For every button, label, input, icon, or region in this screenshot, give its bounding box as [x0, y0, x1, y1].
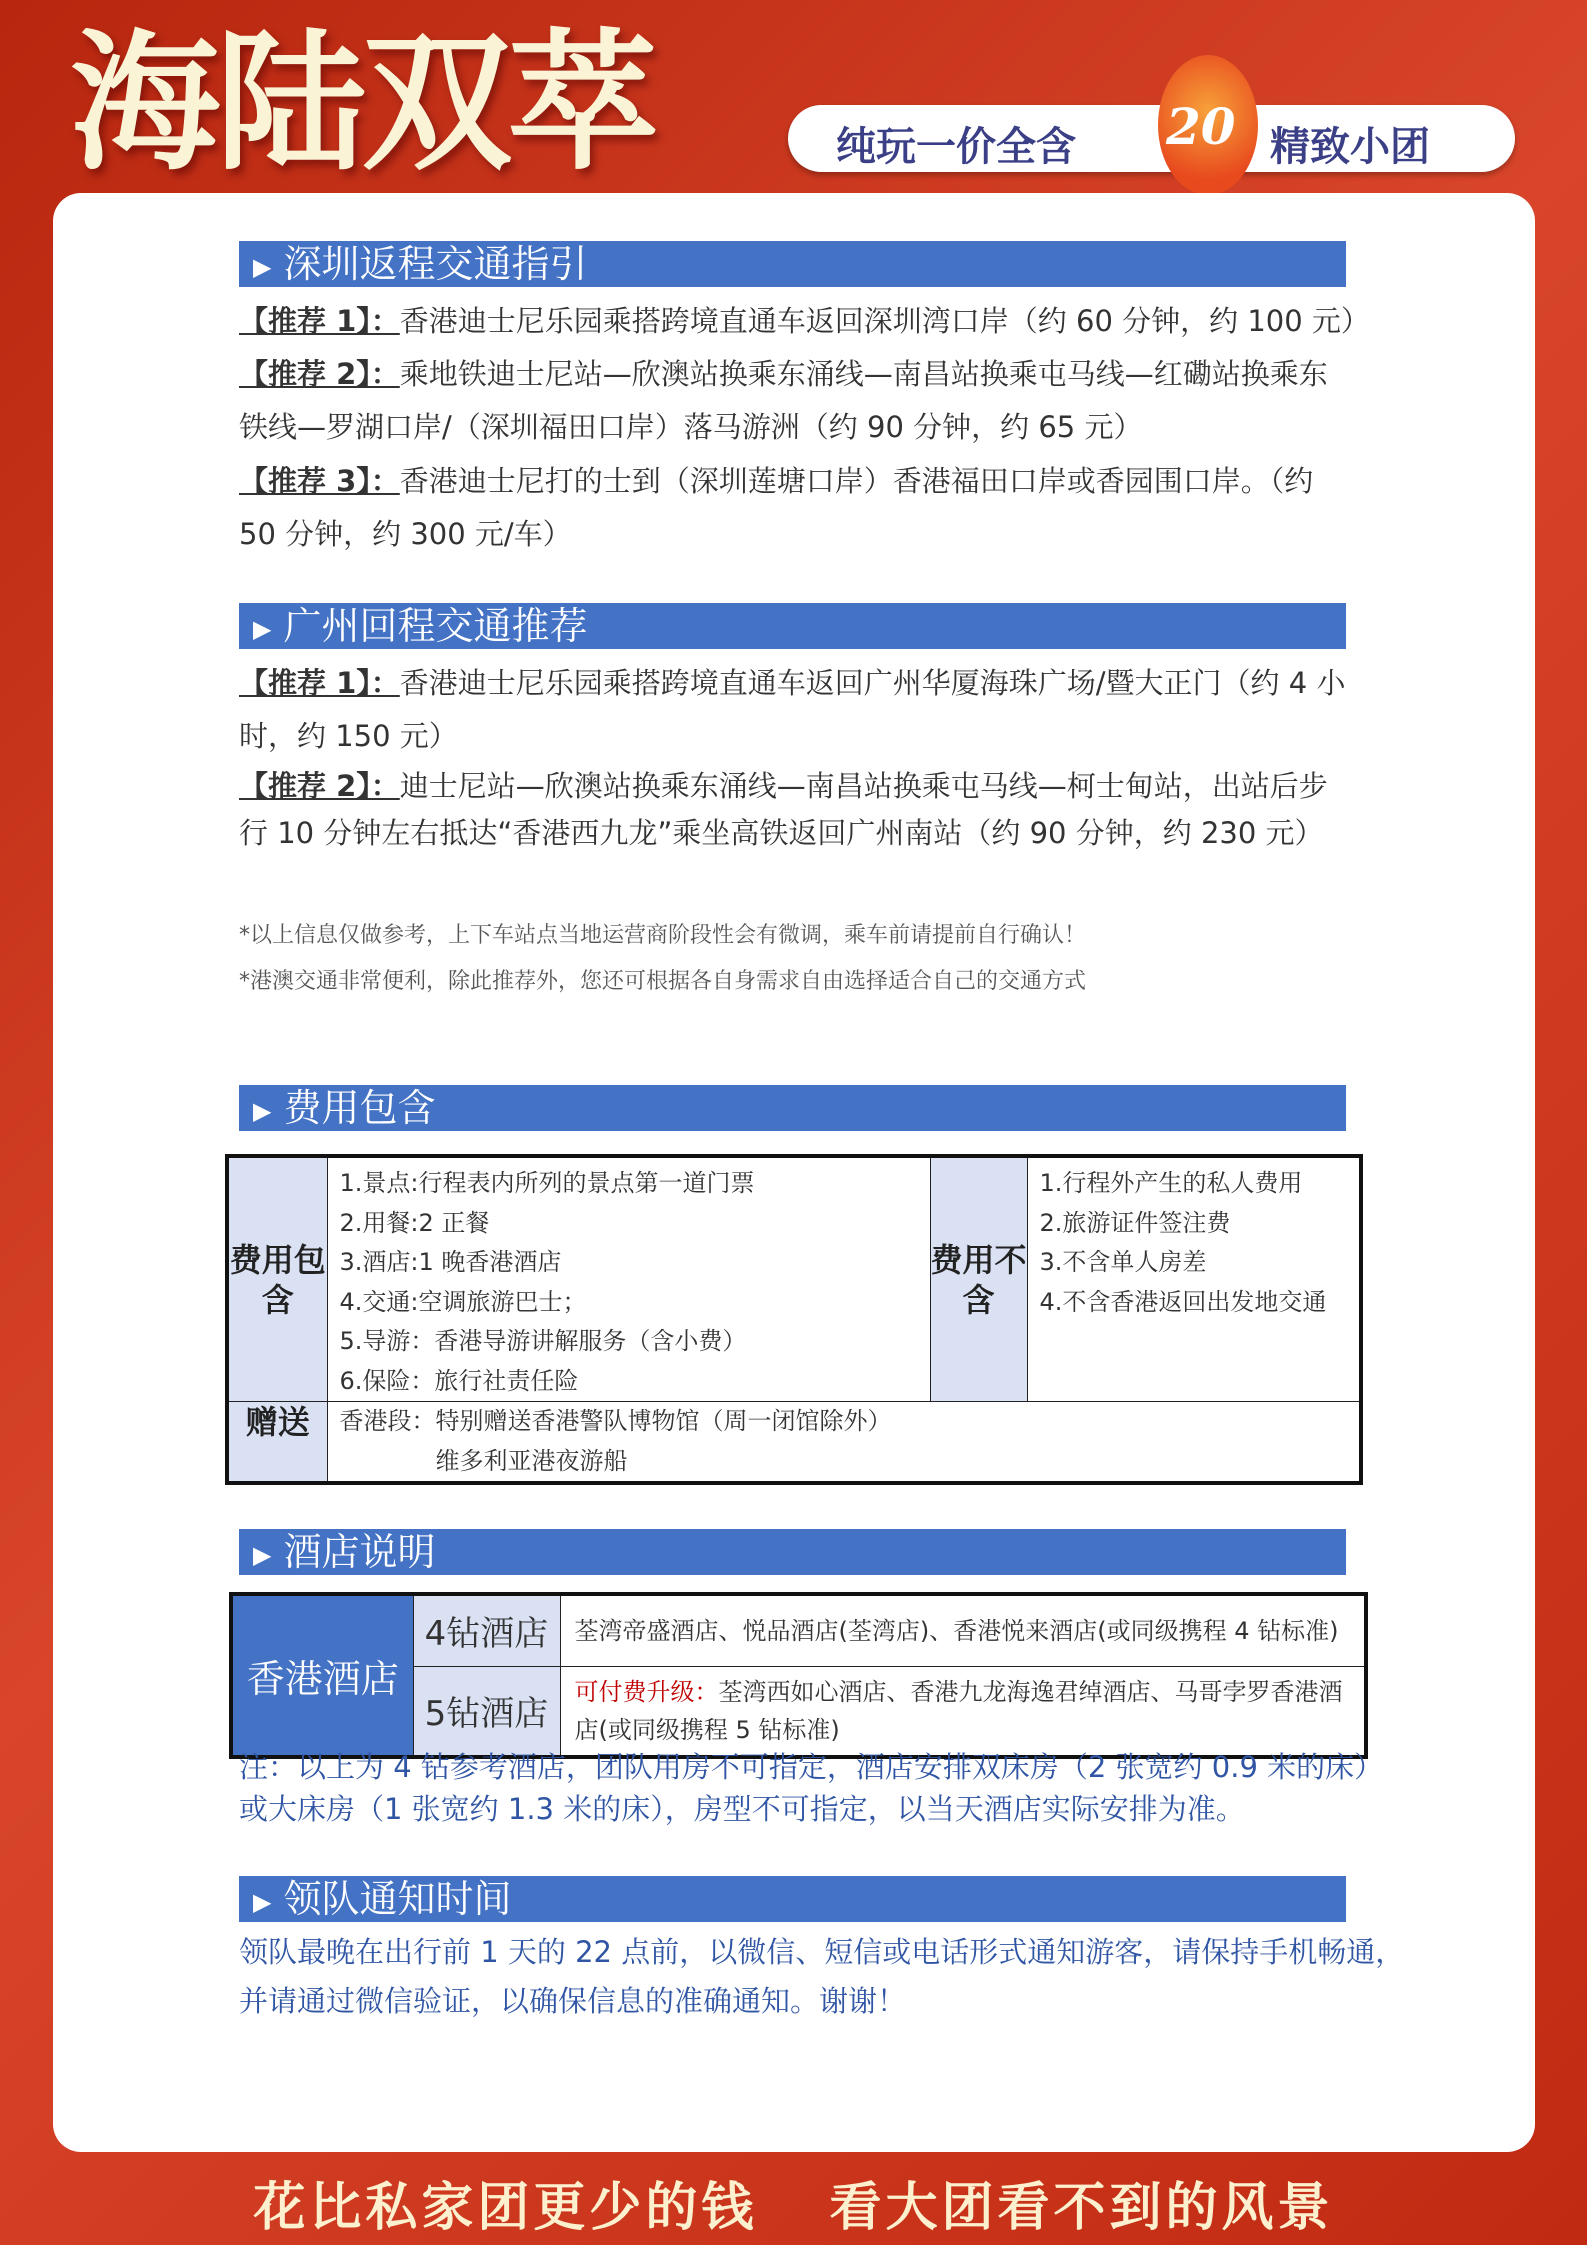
section-header-hotel: [239, 1529, 1346, 1575]
list-item: [239, 463, 1313, 499]
tag: 【推荐 3】：: [239, 464, 400, 498]
hotel-level: 4钻酒店: [413, 1594, 560, 1666]
section-header-leader: [239, 1876, 1346, 1922]
included-list: [327, 1156, 930, 1402]
hotel-table: [229, 1592, 1368, 1759]
upgrade-label: 可付费升级：: [574, 1677, 719, 1706]
hotel-list: [560, 1594, 1366, 1666]
included-item: 1.景点:行程表内所列的景点第一道门票: [339, 1169, 755, 1197]
tagline-pill: [788, 97, 1515, 172]
section-title: 深圳返程交通指引: [283, 242, 588, 286]
hotel-names: 荃湾西如心酒店、香港九龙海逸君绰酒店、马哥孛罗香港酒店(或同级携程 5 钻标准): [574, 1677, 1343, 1744]
excluded-item: 1.行程外产生的私人费用: [1039, 1169, 1303, 1197]
label: 费用不含: [930, 1240, 1027, 1319]
text: 香港迪士尼打的士到（深圳莲塘口岸）香港福田口岸或香园围口岸。（约: [399, 464, 1314, 498]
text: 乘地铁迪士尼站—欣澳站换乘东涌线—南昌站换乘屯马线—红磡站换乘东: [399, 357, 1328, 391]
included-item: 6.保险：旅行社责任险: [339, 1366, 579, 1395]
included-item: 2.用餐:2 正餐: [339, 1208, 490, 1237]
included-item: 3.酒店:1 晚香港酒店: [339, 1248, 562, 1276]
excluded-list: [1027, 1156, 1361, 1402]
badge-number: 20: [1166, 97, 1236, 156]
hotel-list: [560, 1666, 1366, 1757]
fees-table: [225, 1154, 1363, 1485]
tag: 【推荐 2】：: [239, 357, 400, 391]
triangle-icon: ▶: [253, 1096, 272, 1125]
slogan-left: 花比私家团更少的钱: [253, 2177, 758, 2238]
text: 行 10 分钟左右抵达“香港西九龙”乘坐高铁返回广州南站（约 90 分钟，约 230 元）: [239, 816, 1324, 850]
list-item: [239, 303, 1370, 339]
note: *港澳交通非常便利，除此推荐外，您还可根据各自身需求自由选择适合自己的交通方式: [239, 969, 1087, 994]
list-item: [239, 815, 1324, 851]
section-header-shenzhen: [239, 241, 1346, 287]
section-title: 广州回程交通推荐: [283, 604, 588, 648]
gift-list: [327, 1402, 1361, 1484]
section-title: 费用包含: [283, 1086, 436, 1130]
page-title: 海陆双萃: [70, 15, 655, 191]
note: *以上信息仅做参考，上下车站点当地运营商阶段性会有微调，乘车前请提前自行确认！: [239, 923, 1087, 948]
excluded-item: 2.旅游证件签注费: [1039, 1208, 1231, 1237]
footer-slogan: [0, 2165, 1587, 2240]
triangle-icon: ▶: [253, 1887, 272, 1916]
included-item: 4.交通:空调旅游巴士；: [339, 1287, 587, 1316]
gift-label: [227, 1402, 327, 1484]
list-item: [239, 516, 572, 552]
text: 50 分钟，约 300 元/车）: [239, 517, 572, 551]
hotel-note: 或大床房（1 张宽约 1.3 米的床），房型不可指定，以当天酒店实际安排为准。: [239, 1792, 1245, 1826]
text: 香港迪士尼乐园乘搭跨境直通车返回深圳湾口岸（约 60 分钟，约 100 元）: [399, 304, 1370, 338]
tag: 【推荐 1】：: [239, 666, 400, 700]
list-item: [239, 356, 1328, 392]
hotel-note: 注：以上为 4 钻参考酒店，团队用房不可指定，酒店安排双床房（2 张宽约 0.9 米的床）: [239, 1750, 1384, 1784]
hotel-names: 荃湾帝盛酒店、悦品酒店(荃湾店)、香港悦来酒店(或同级携程 4 钻标准): [574, 1616, 1339, 1645]
text: 迪士尼站—欣澳站换乘东涌线—南昌站换乘屯马线—柯士甸站，出站后步: [399, 769, 1328, 803]
tagline-right: 精致小团: [1270, 124, 1430, 170]
triangle-icon: ▶: [253, 614, 272, 643]
leader-text: 领队最晚在出行前 1 天的 22 点前，以微信、短信或电话形式通知游客，请保持手机畅通，: [239, 1935, 1405, 1969]
excluded-item: 3.不含单人房差: [1039, 1248, 1207, 1276]
list-item: [239, 665, 1345, 701]
section-title: 酒店说明: [283, 1530, 436, 1574]
included-item: 5.导游：香港导游讲解服务（含小费）: [339, 1327, 747, 1355]
text: 香港迪士尼乐园乘搭跨境直通车返回广州华厦海珠广场/暨大正门（约 4 小: [399, 666, 1346, 700]
gift-item: 维多利亚港夜游船: [435, 1446, 628, 1475]
excluded-label: [930, 1156, 1027, 1402]
gift-item: 香港段：特别赠送香港警队博物馆（周一闭馆除外）: [339, 1407, 892, 1435]
text: 铁线—罗湖口岸/（深圳福田口岸）落马游洲（约 90 分钟，约 65 元）: [239, 410, 1143, 444]
triangle-icon: ▶: [253, 1540, 272, 1569]
tagline-left: 纯玩一价全含: [836, 124, 1076, 170]
label: 费用包含: [229, 1240, 326, 1319]
tag: 【推荐 2】：: [239, 769, 400, 803]
flame-badge-icon: [1158, 55, 1258, 195]
included-label: [227, 1156, 327, 1402]
section-header-fees: [239, 1085, 1346, 1131]
list-item: [239, 718, 458, 754]
triangle-icon: ▶: [253, 252, 272, 281]
label: 赠送: [245, 1403, 310, 1441]
leader-text: 并请通过微信验证，以确保信息的准确通知。谢谢！: [239, 1984, 907, 2018]
section-header-guangzhou: [239, 603, 1346, 649]
list-item: [239, 409, 1142, 445]
excluded-item: 4.不含香港返回出发地交通: [1039, 1287, 1327, 1316]
text: 时，约 150 元）: [239, 719, 458, 753]
hotel-level: 5钻酒店: [413, 1666, 560, 1757]
slogan-right: 看大团看不到的风景: [829, 2177, 1334, 2238]
list-item: [239, 768, 1328, 804]
hotel-region: 香港酒店: [231, 1594, 413, 1757]
tag: 【推荐 1】：: [239, 304, 400, 338]
section-title: 领队通知时间: [283, 1877, 512, 1921]
